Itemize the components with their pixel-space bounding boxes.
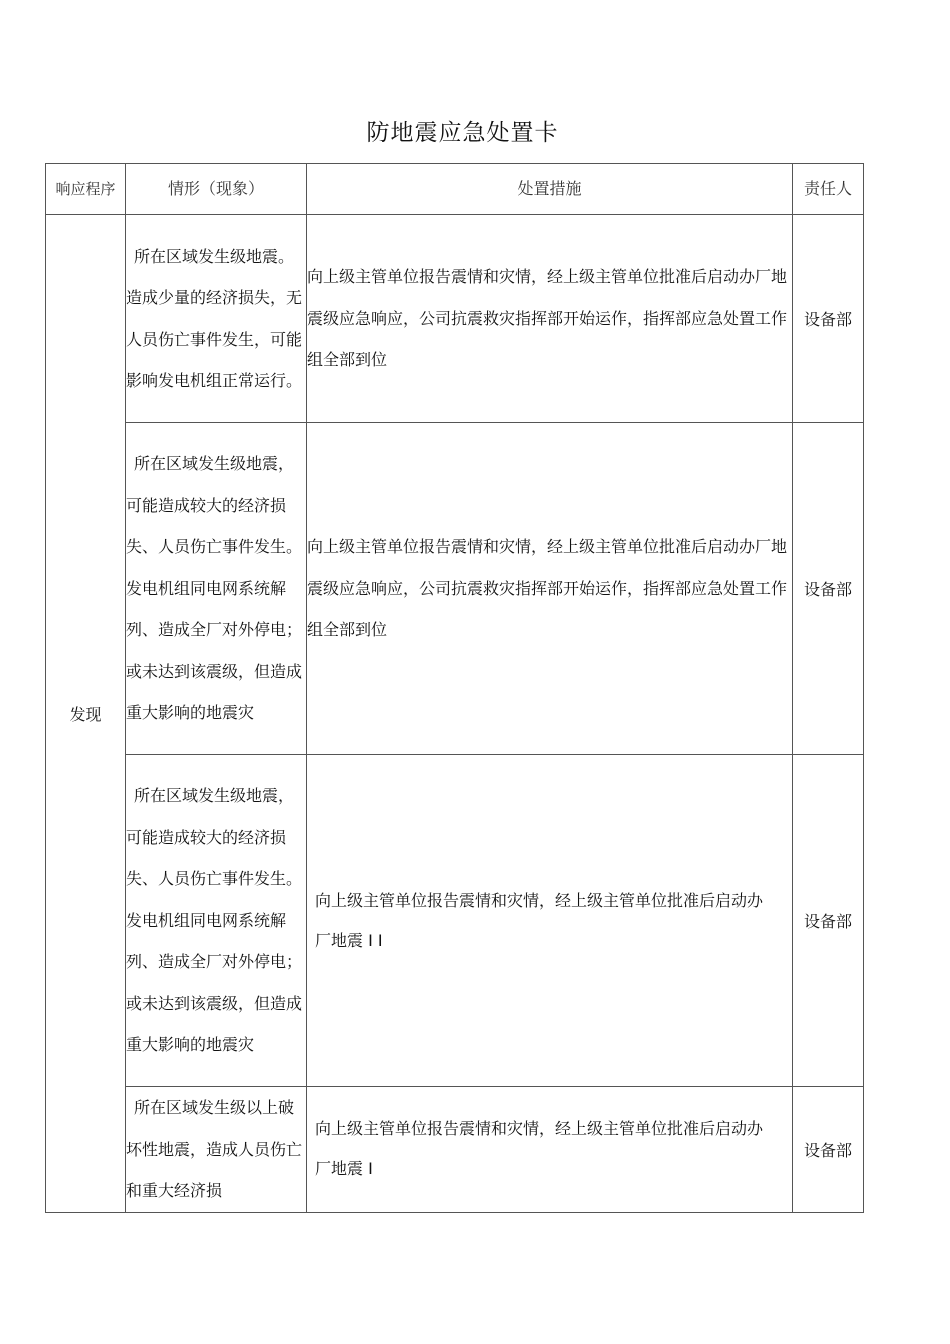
measure-cell bbox=[307, 755, 793, 1087]
situation-text: 所在区域发生级地震。造成少量的经济损失，无人员伤亡事件发生，可能影响发电机组正常运行。 bbox=[126, 246, 303, 390]
measure-line-2: 厂地震 I bbox=[315, 1159, 373, 1179]
situation-text: 所在区域发生级地震，可能造成较大的经济损失、人员伤亡事件发生。发电机组同电网系统解列、造成全厂对外停电；或未达到该震级，但造成重大影响的地震灾 bbox=[126, 786, 303, 1055]
owner-cell: 设备部 bbox=[793, 755, 864, 1087]
measure-cell bbox=[307, 1087, 793, 1213]
measure-line-1: 向上级主管单位报告震情和灾情，经上级主管单位批准后启动办 bbox=[315, 1119, 764, 1139]
situation-cell bbox=[126, 215, 307, 423]
table-row bbox=[46, 215, 864, 423]
header-owner: 责任人 bbox=[793, 164, 864, 215]
measure-cell: 向上级主管单位报告震情和灾情，经上级主管单位批准后启动办厂地震级应急响应，公司抗震救灾指挥部开始运作，指挥部应急处置工作组全部到位 bbox=[307, 423, 793, 755]
owner-cell: 设备部 bbox=[793, 1087, 864, 1213]
situation-cell bbox=[126, 1087, 307, 1213]
page-title: 防地震应急处置卡 bbox=[366, 120, 559, 146]
header-stage: 响应程序 bbox=[46, 164, 126, 215]
owner-cell: 设备部 bbox=[793, 423, 864, 755]
measure-line-2: 厂地震 I I bbox=[315, 930, 383, 950]
measure-line-1: 向上级主管单位报告震情和灾情，经上级主管单位批准后启动办 bbox=[315, 890, 764, 910]
table-row bbox=[46, 423, 864, 755]
situation-text: 所在区域发生级地震，可能造成较大的经济损失、人员伤亡事件发生。发电机组同电网系统解列、造成全厂对外停电；或未达到该震级，但造成重大影响的地震灾 bbox=[126, 454, 303, 723]
table-row bbox=[46, 755, 864, 1087]
table-header-row bbox=[46, 164, 864, 215]
situation-text: 所在区域发生级以上破坏性地震，造成人员伤亡和重大经济损 bbox=[126, 1098, 303, 1200]
situation-cell bbox=[126, 755, 307, 1087]
emergency-card-table bbox=[45, 163, 864, 1213]
header-situation: 情形（现象） bbox=[126, 164, 307, 215]
owner-cell: 设备部 bbox=[793, 215, 864, 423]
situation-cell bbox=[126, 423, 307, 755]
measure-cell: 向上级主管单位报告震情和灾情，经上级主管单位批准后启动办厂地震级应急响应，公司抗震救灾指挥部开始运作，指挥部应急处置工作组全部到位 bbox=[307, 215, 793, 423]
stage-cell: 发现 bbox=[46, 215, 126, 1213]
header-measures: 处置措施 bbox=[307, 164, 793, 215]
table-row bbox=[46, 1087, 864, 1213]
